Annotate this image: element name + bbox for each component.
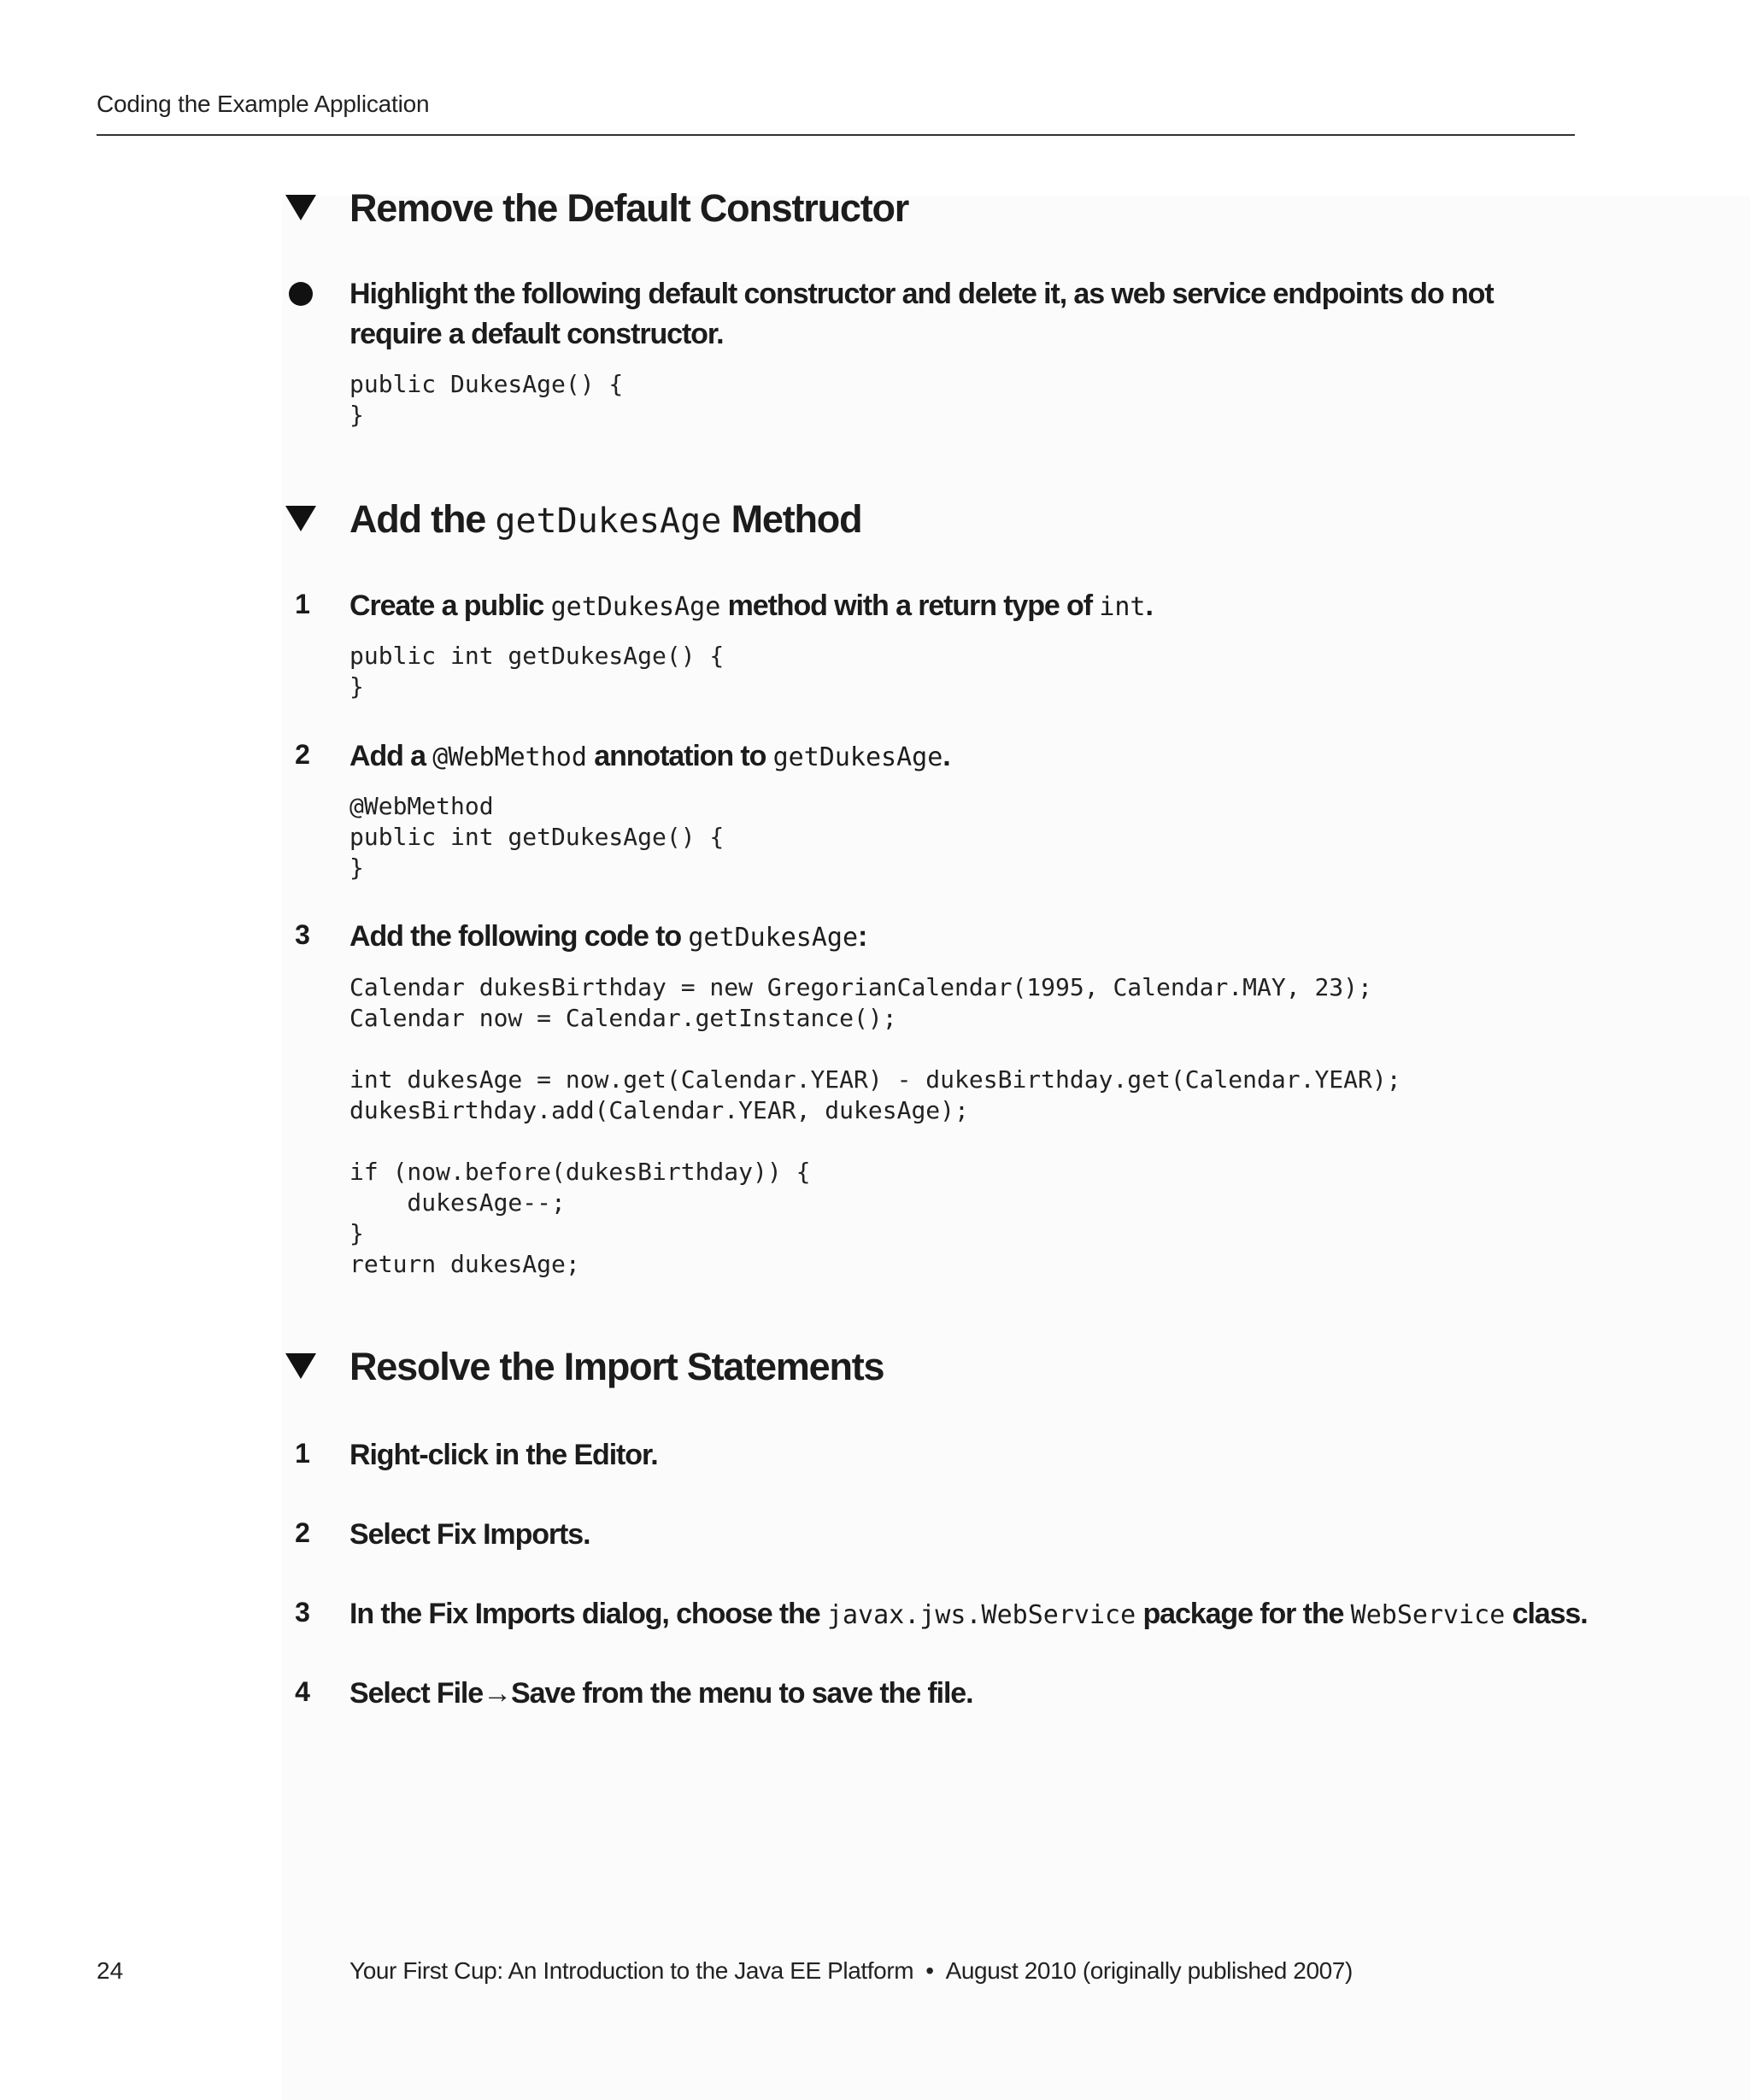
code-block-method: public int getDukesAge() { } — [349, 642, 725, 701]
step-number: 2 — [295, 1517, 310, 1548]
step-instruction — [349, 736, 950, 777]
step-number: 3 — [295, 1597, 310, 1628]
page-number: 24 — [97, 1957, 124, 1984]
publication-date: August 2010 (originally published 2007) — [945, 1957, 1353, 1984]
step-text: Create a public — [349, 590, 551, 622]
section-triangle-icon — [284, 195, 318, 220]
step-number: 3 — [295, 919, 310, 950]
step-text: . — [943, 740, 950, 772]
step-instruction: Select File→Save from the menu to save the file. — [349, 1677, 973, 1710]
step-text: . — [1145, 590, 1153, 622]
bullet-instruction-line1: Highlight the following default constructor and delete it, as web service endpoints do not — [349, 278, 1494, 310]
heading-text: Method — [721, 497, 862, 541]
inline-code: javax.jws.WebService — [826, 1600, 1136, 1630]
inline-code: WebService — [1350, 1600, 1506, 1630]
inline-code: int — [1099, 592, 1146, 622]
footer-bullet: • — [925, 1957, 934, 1984]
step-text: Add the following code to — [349, 920, 689, 953]
footer-book-title — [349, 1957, 1353, 1985]
code-block-annotation: @WebMethod public int getDukesAge() { } — [349, 792, 725, 882]
header-rule — [97, 134, 1575, 136]
bullet-instruction — [349, 274, 1494, 355]
heading-text: Add the — [349, 497, 496, 541]
step-number: 1 — [295, 589, 310, 619]
step-number: 2 — [295, 739, 310, 770]
inline-code: getDukesAge — [772, 742, 943, 772]
step-text: annotation to — [586, 740, 773, 772]
bullet-instruction-line2: require a default constructor. — [349, 318, 724, 350]
inline-code: getDukesAge — [688, 923, 859, 953]
step-text: method with a return type of — [720, 590, 1100, 622]
section-triangle-icon — [284, 1353, 318, 1379]
running-head: Coding the Example Application — [97, 91, 430, 117]
step-instruction: Right-click in the Editor. — [349, 1439, 658, 1471]
code-block-constructor: public DukesAge() { } — [349, 370, 624, 429]
step-instruction: Select Fix Imports. — [349, 1518, 590, 1551]
step-text: In the Fix Imports dialog, choose the — [349, 1598, 827, 1630]
section-heading-resolve-imports: Resolve the Import Statements — [349, 1345, 884, 1388]
step-text: package for the — [1136, 1598, 1351, 1630]
section-heading-add-method — [349, 497, 861, 542]
section-triangle-icon — [284, 506, 318, 531]
step-instruction — [349, 1594, 1588, 1635]
step-instruction — [349, 586, 1153, 627]
step-text: class. — [1505, 1598, 1588, 1630]
section-heading-remove-constructor: Remove the Default Constructor — [349, 186, 909, 230]
bullet-dot-icon — [284, 282, 318, 306]
step-number: 1 — [295, 1438, 310, 1469]
code-block-age-calculation: Calendar dukesBirthday = new GregorianCalendar(1995, Calendar.MAY, 23); Calendar now = Calendar.getInstance(); int dukesAge = now.get(Calendar.YEAR) - dukesBirthday.get(Calendar.YEAR); dukesBirthday.add(Calendar.YEAR, dukesAge); if (now.before(dukesBirthday)) { dukesAge--; } return dukesAge; — [349, 973, 1401, 1278]
book-title: Your First Cup: An Introduction to the Java EE Platform — [349, 1957, 914, 1984]
step-text: : — [858, 920, 867, 953]
step-number: 4 — [295, 1676, 310, 1707]
inline-code: @WebMethod — [432, 742, 587, 772]
step-text: Add a — [349, 740, 433, 772]
step-instruction — [349, 917, 866, 958]
heading-code: getDukesAge — [495, 502, 722, 541]
inline-code: getDukesAge — [550, 592, 721, 622]
